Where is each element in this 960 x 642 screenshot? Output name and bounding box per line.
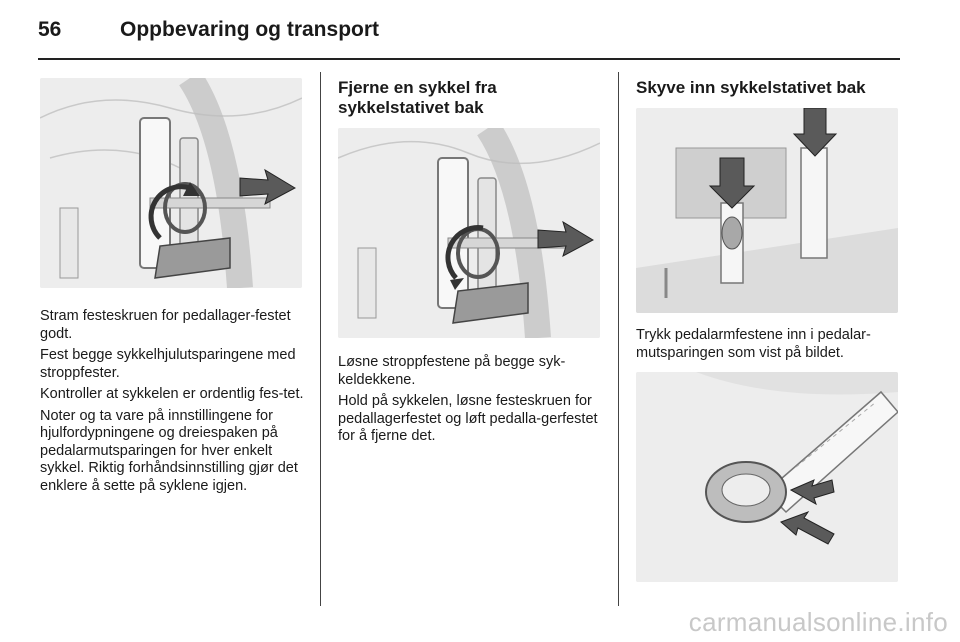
- column-divider-1: [320, 72, 321, 606]
- page-title: Oppbevaring og transport: [120, 18, 380, 41]
- figure-pedal-arm-mount: [636, 372, 898, 582]
- bike-pedal-mount-illustration: [40, 78, 302, 288]
- watermark: carmanualsonline.info: [688, 607, 948, 637]
- bike-removal-illustration: [338, 128, 600, 338]
- section-heading: Skyve inn sykkelstativet bak: [636, 78, 866, 97]
- page-number: 56: [38, 18, 62, 41]
- figure-tighten-pedal-mount: [40, 78, 302, 288]
- column-divider-2: [618, 72, 619, 606]
- paragraph: Løsne stroppfestene på begge syk-keldekkene.: [338, 354, 566, 388]
- paragraph: Stram festeskruen for pedallager-festet godt.: [40, 308, 291, 342]
- figure-push-in-rack: [636, 108, 898, 313]
- paragraph: Kontroller at sykkelen er ordentlig fes-tet.: [40, 386, 304, 402]
- paragraph: Fest begge sykkelhjulutsparingene med stroppfester.: [40, 347, 296, 381]
- paragraph: Noter og ta vare på innstillingene for hjulfordypningene og dreiespaken på pedalarmutsparingen for hver enkelt sykkel. Riktig forhåndsinnstilling gjør det enklere å sette på syklene igjen.: [40, 407, 298, 494]
- column-3: [636, 78, 900, 582]
- column-1: [40, 78, 304, 499]
- header-rule: [38, 58, 900, 60]
- figure-remove-bike: [338, 128, 600, 338]
- section-heading: Fjerne en sykkel fra sykkelstativet bak: [338, 78, 497, 117]
- paragraph: Trykk pedalarmfestene inn i pedalar-mutsparingen som vist på bildet.: [636, 327, 871, 361]
- paragraph: Hold på sykkelen, løsne festeskruen for pedallagerfestet og løft pedalla-gerfestet for å fjerne det.: [338, 393, 598, 444]
- rack-push-in-illustration: [636, 108, 898, 313]
- pedal-arm-mount-illustration: [636, 372, 898, 582]
- column-2: [338, 78, 602, 450]
